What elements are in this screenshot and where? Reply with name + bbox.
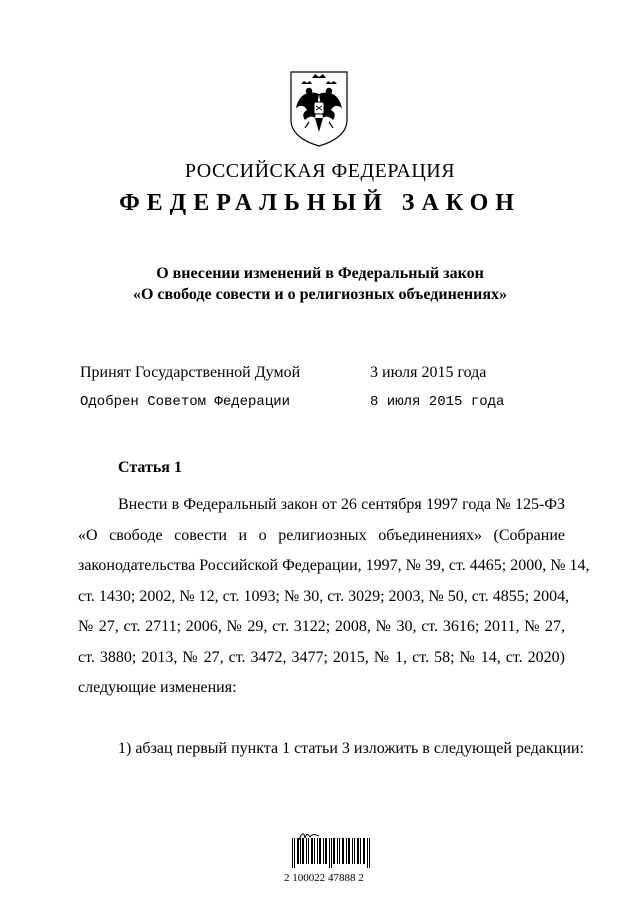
duma-label: Принят Государственной Думой — [80, 364, 301, 381]
council-date: 8 июля 2015 года — [370, 394, 505, 410]
article-line: «О свободе совести и о религиозных объединениях» (Собрание — [78, 526, 565, 544]
coat-of-arms-icon — [285, 68, 353, 150]
barcode-number: 2 100022 47888 2 — [284, 872, 364, 884]
article-line: следующие изменения: — [78, 679, 237, 696]
document-type: ФЕДЕРАЛЬНЫЙ ЗАКОН — [119, 190, 521, 216]
country-name: РОССИЙСКАЯ ФЕДЕРАЦИЯ — [184, 160, 456, 182]
article-line: № 27, ст. 2711; 2006, № 29, ст. 3122; 2008, № 30, ст. 3616; 2011, № 27, — [78, 618, 565, 635]
document-footer — [284, 830, 382, 884]
article-line: ст. 1430; 2002, № 12, ст. 1093; № 30, ст. 3029; 2003, № 50, ст. 4855; 2004, — [78, 587, 570, 605]
barcode-icon — [292, 838, 372, 868]
law-title — [0, 263, 640, 305]
law-title-line-2: «О свободе совести и о религиозных объединениях» — [132, 286, 507, 303]
article-line: ст. 3880; 2013, № 27, ст. 3472, 3477; 2015, № 1, ст. 58; № 14, ст. 2020) — [78, 648, 565, 666]
article-body — [78, 490, 590, 704]
duma-date: 3 июля 2015 года — [370, 364, 487, 381]
amendment-item-1: 1) абзац первый пункта 1 статьи 3 изложить в следующей редакции: — [118, 740, 584, 757]
law-title-line-1: О внесении изменений в Федеральный закон — [156, 265, 484, 282]
article-heading: Статья 1 — [118, 459, 182, 476]
article-line: законодательства Российской Федерации, 1997, № 39, ст. 4465; 2000, № 14, — [78, 557, 590, 574]
council-label: Одобрен Советом Федерации — [80, 394, 291, 410]
article-line: Внести в Федеральный закон от 26 сентября 1997 года № 125-ФЗ — [118, 496, 565, 513]
